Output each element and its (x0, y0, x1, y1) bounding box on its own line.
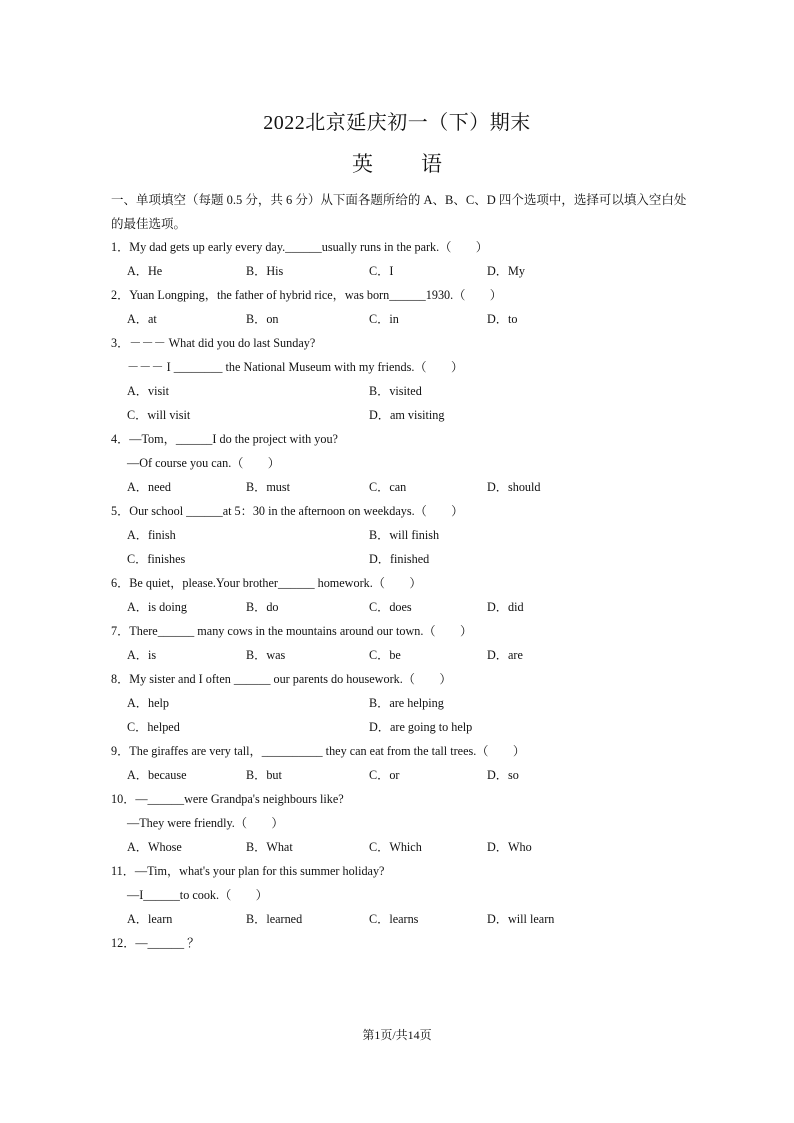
question-4-stem: 4．—Tom，______I do the project with you? (111, 432, 338, 446)
question-2-option-a: A．at (127, 312, 157, 326)
question-10-stem-2: —They were friendly.（ ） (127, 816, 284, 830)
question-3-stem: 3．－－－ What did you do last Sunday? (111, 336, 316, 350)
question-6-option-d: D．did (487, 600, 524, 614)
question-7-option-c: C．be (369, 648, 401, 662)
page-number: 第1页/共14页 (362, 1028, 432, 1042)
question-8-stem: 8．My sister and I often ______ our parents do housework.（ ） (111, 672, 452, 686)
question-6-stem: 6．Be quiet，please.Your brother______ homework.（ ） (111, 576, 422, 590)
question-9-option-b: B．but (246, 768, 282, 782)
question-7-stem: 7．There______ many cows in the mountains around our town.（ ） (111, 624, 473, 638)
section-line-1: 一、单项填空（每题 0.5 分，共 6 分）从下面各题所给的 A、B、C、D 四个选项中，选择可以填入空白处 (111, 193, 687, 207)
question-2-option-c: C．in (369, 312, 399, 326)
question-11-option-c: C．learns (369, 912, 419, 926)
question-3-option-b: B．visited (369, 384, 422, 398)
question-11-option-b: B．learned (246, 912, 303, 926)
page-title: 2022北京延庆初一（下）期末 (263, 112, 531, 134)
question-4-option-c: C．can (369, 480, 407, 494)
question-8-option-a: A．help (127, 696, 169, 710)
question-4-stem-2: —Of course you can.（ ） (127, 456, 280, 470)
question-8-option-c: C．helped (127, 720, 180, 734)
section-instructions (111, 188, 691, 236)
subject-char-1: 英 (352, 152, 373, 176)
question-5-option-d: D．finished (369, 552, 430, 566)
question-8-option-d: D．are going to help (369, 720, 473, 734)
subject-heading (0, 148, 794, 178)
question-5-stem: 5．Our school ______at 5：30 in the afternoon on weekdays.（ ） (111, 504, 464, 518)
question-1-option-d: D．My (487, 264, 525, 278)
subject-char-2: 语 (421, 152, 442, 176)
question-4-option-a: A．need (127, 480, 171, 494)
question-5-option-a: A．finish (127, 528, 176, 542)
question-7-option-a: A．is (127, 648, 157, 662)
section-line-2: 的最佳选项。 (111, 217, 187, 231)
question-11-stem-2: —I______to cook.（ ） (127, 888, 268, 902)
question-2-stem: 2．Yuan Longping，the father of hybrid rice，was born______1930.（ ） (111, 288, 502, 302)
question-6-option-c: C．does (369, 600, 412, 614)
question-2-option-d: D．to (487, 312, 518, 326)
question-11-option-d: D．will learn (487, 912, 555, 926)
question-3-option-d: D．am visiting (369, 408, 445, 422)
question-6-option-a: A．is doing (127, 600, 187, 614)
question-9-option-c: C．or (369, 768, 400, 782)
question-9-option-d: D．so (487, 768, 519, 782)
question-1-option-a: A．He (127, 264, 163, 278)
question-2-option-b: B．on (246, 312, 279, 326)
question-1-stem: 1．My dad gets up early every day.______usually runs in the park.（ ） (111, 240, 488, 254)
question-11-stem: 11．—Tim，what's your plan for this summer holiday? (111, 864, 385, 878)
question-12-stem: 12．—______ ？ (111, 936, 200, 950)
question-9-stem: 9．The giraffes are very tall，__________ they can eat from the tall trees.（ ） (111, 744, 526, 758)
question-7-option-d: D．are (487, 648, 523, 662)
question-3-option-c: C．will visit (127, 408, 191, 422)
question-7-option-b: B．was (246, 648, 286, 662)
question-10-option-b: B．What (246, 840, 293, 854)
question-5-option-c: C．finishes (127, 552, 186, 566)
question-9-option-a: A．because (127, 768, 187, 782)
question-11-option-a: A．learn (127, 912, 173, 926)
question-10-option-a: A．Whose (127, 840, 182, 854)
question-5-option-b: B．will finish (369, 528, 440, 542)
question-10-option-d: D．Who (487, 840, 532, 854)
question-1-option-c: C．I (369, 264, 394, 278)
question-4-option-b: B．must (246, 480, 291, 494)
question-3-stem-2: －－－ I ________ the National Museum with my friends.（ ） (127, 360, 464, 374)
question-10-stem: 10．—______were Grandpa's neighbours like? (111, 792, 344, 806)
question-4-option-d: D．should (487, 480, 541, 494)
question-3-option-a: A．visit (127, 384, 169, 398)
question-10-option-c: C．Which (369, 840, 422, 854)
question-1-option-b: B．His (246, 264, 284, 278)
question-6-option-b: B．do (246, 600, 279, 614)
question-8-option-b: B．are helping (369, 696, 444, 710)
